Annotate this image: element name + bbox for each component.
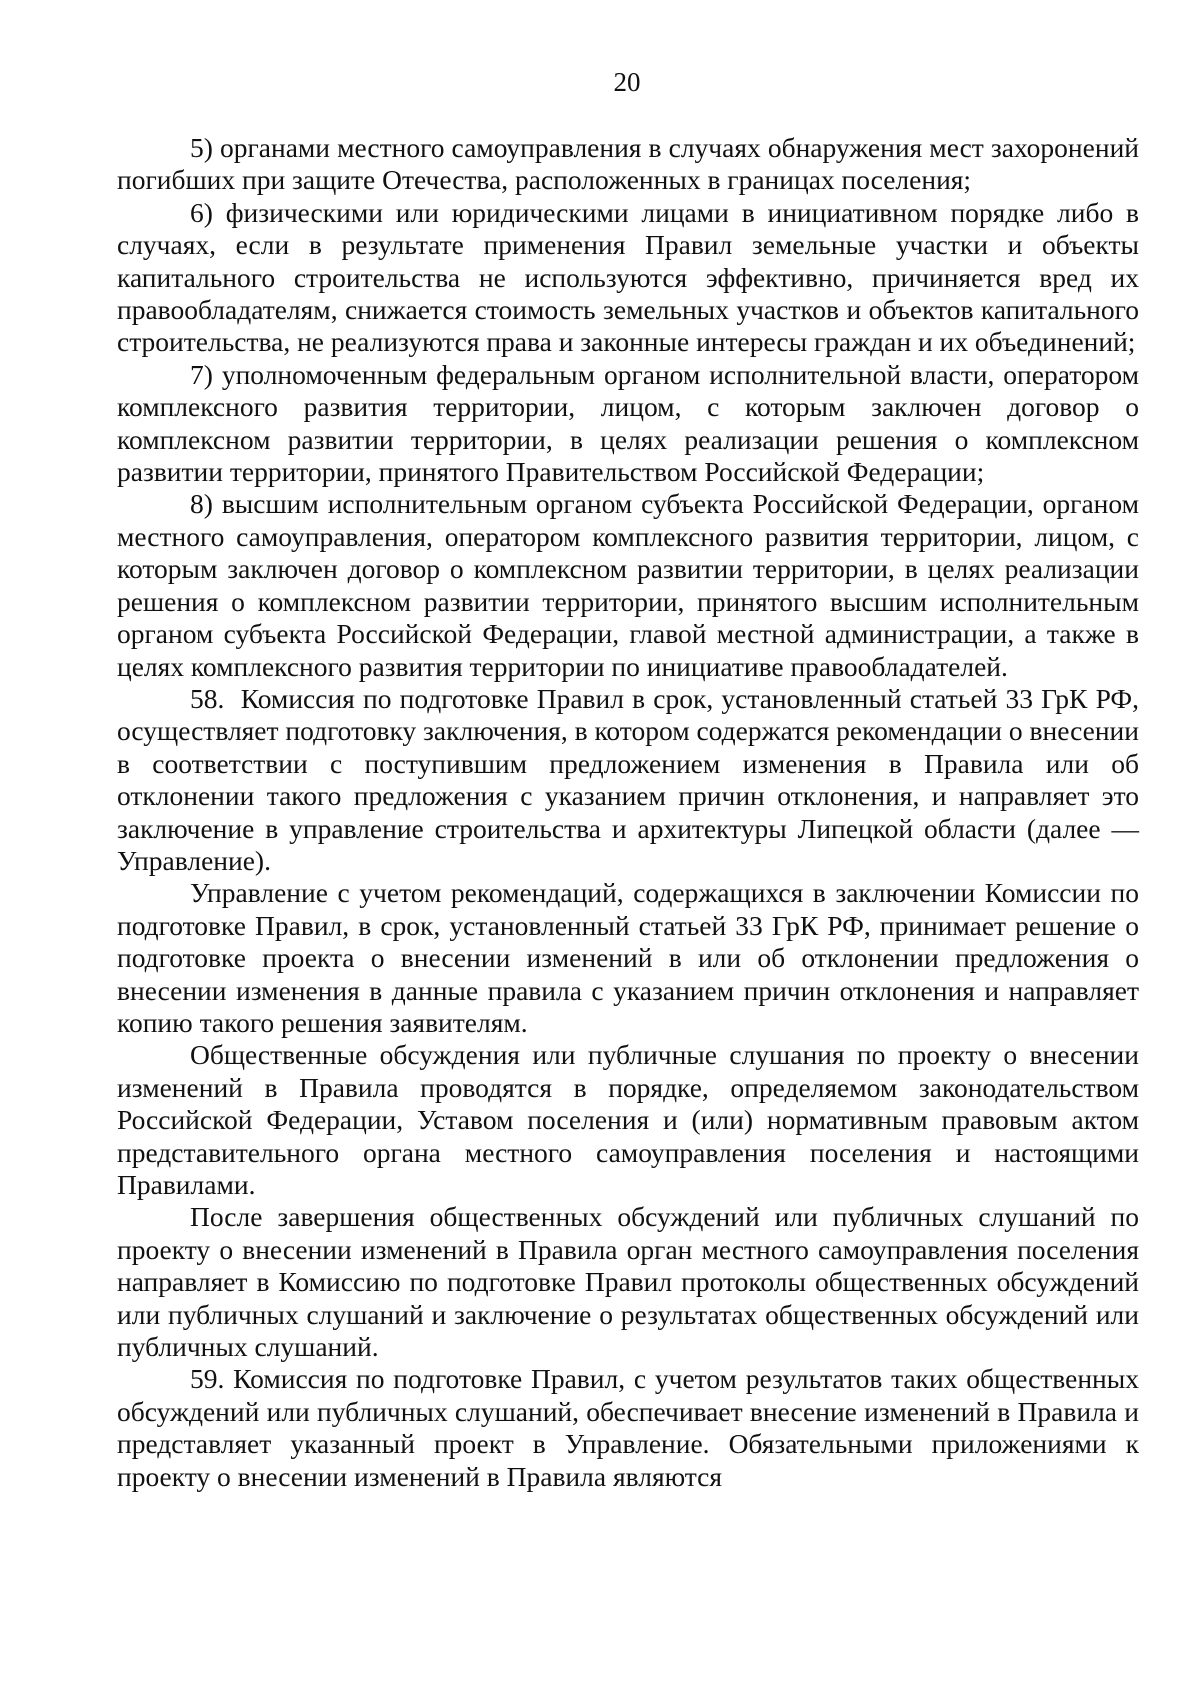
page-number: 20 (613, 67, 641, 97)
list-item-7: 7) уполномоченным федеральным органом исполнительной власти, оператором комплексного развития территории, лицом, с которым заключен договор о комплексном развитии территории, в целях реализации решения о комплексном развитии территории, принятого Правительством Российской Федерации; (117, 358, 1139, 488)
paragraph-public-hearings: Общественные обсуждения или публичные слушания по проекту о внесении изменений в Правила проводятся в порядке, определяемом законодательством Российской Федерации, Уставом поселения и (или) нормативным правовым актом представительного органа местного самоуправления поселения и настоящими Правилами. (117, 1039, 1139, 1200)
paragraph-after-hearings: После завершения общественных обсуждений или публичных слушаний по проекту о внесении изменений в Правила орган местного самоуправления поселения направляет в Комиссию по подготовке Правил протоколы общественных обсуждений или публичных слушаний и заключение о результатах общественных обсуждений или публичных слушаний. (117, 1201, 1139, 1363)
clause-58: 58. Комиссия по подготовке Правил в срок, установленный статьей 33 ГрК РФ, осуществляет подготовку заключения, в котором содержатся рекомендации о внесении в соответствии с поступившим предложением изменения в Правила или об отклонении такого предложения с указанием причин отклонения, и направляет это заключение в управление строительства и архитектуры Липецкой области (далее — Управление). (117, 682, 1139, 876)
list-item-6: 6) физическими или юридическими лицами в инициативном порядке либо в случаях, если в результате применения Правил земельные участки и объекты капитального строительства не используются эффективно, причиняется вред их правообладателям, снижается стоимость земельных участков и объектов капитального строительства, не реализуются права и законные интересы граждан и их объединений; (117, 196, 1139, 358)
list-item-5: 5) органами местного самоуправления в случаях обнаружения мест захоронений погибших при защите Отечества, расположенных в границах поселения; (117, 132, 1139, 196)
document-body (117, 132, 1139, 1493)
clause-59: 59. Комиссия по подготовке Правил, с учетом результатов таких общественных обсуждений или публичных слушаний, обеспечивает внесение изменений в Правила и представляет указанный проект в Управление. Обязательными приложениями к проекту о внесении изменений в Правила являются (117, 1363, 1139, 1492)
list-item-8: 8) высшим исполнительным органом субъекта Российской Федерации, органом местного самоуправления, оператором комплексного развития территории, лицом, с которым заключен договор о комплексном развитии территории, в целях реализации решения о комплексном развитии территории, принятого высшим исполнительным органом субъекта Российской Федерации, главой местной администрации, а также в целях комплексного развития территории по инициативе правообладателей. (117, 488, 1139, 682)
paragraph-management-decision: Управление с учетом рекомендаций, содержащихся в заключении Комиссии по подготовке Правил, в срок, установленный статьей 33 ГрК РФ, принимает решение о подготовке проекта о внесении изменений в или об отклонении предложения о внесении изменения в данные правила с указанием причин отклонения и направляет копию такого решения заявителям. (117, 877, 1139, 1038)
